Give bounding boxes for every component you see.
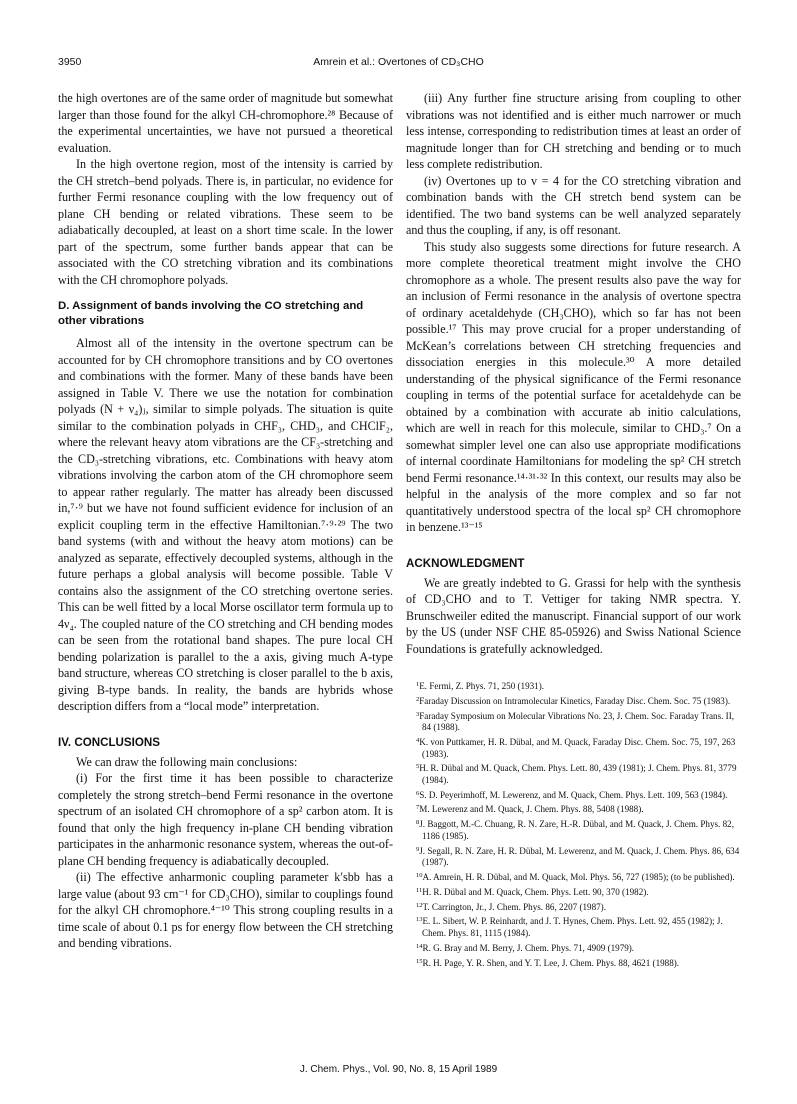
running-header	[58, 56, 739, 72]
paragraph: the high overtones are of the same order of magnitude but somewhat larger than those found for the alkyl CH-chromophore.²⁸ Because of the experimental uncertainties, we have not pursued a theoretical evaluation.	[58, 91, 393, 155]
running-title: Amrein et al.: Overtones of CD₃CHO	[313, 56, 484, 68]
paragraph: (iii) Any further fine structure arising from coupling to other vibrations was not identified and is either much narrower or much less intense, corresponding to redistribution times at least an order of magnitude longer than for CH stretching and bending or to much less complete redistribution.	[406, 91, 741, 171]
reference-item: $^{13}$E. L. Sibert, W. P. Reinhardt, and J. T. Hynes, Chem. Phys. Lett. 92, 455 (1982); J. Chem. Phys. 81, 1115 (1984).	[416, 916, 723, 938]
reference-item: $^7$M. Lewerenz and M. Quack, J. Chem. Phys. 88, 5408 (1988).	[416, 804, 644, 815]
paragraph: We can draw the following main conclusions:	[76, 754, 298, 769]
reference-item: $^6$S. D. Peyerimhoff, M. Lewerenz, and M. Quack, Chem. Phys. Lett. 109, 563 (1984).	[416, 789, 728, 800]
reference-item: $^{14}$R. G. Bray and M. Berry, J. Chem. Phys. 71, 4909 (1979).	[416, 942, 635, 953]
section-heading-acknowledgment: ACKNOWLEDGMENT	[406, 556, 525, 570]
reference-item: $^5$H. R. Dübal and M. Quack, Chem. Phys. Lett. 80, 439 (1981); J. Chem. Phys. 81, 3779 (1984).	[416, 763, 737, 785]
page-number: 3950	[58, 56, 82, 68]
reference-item: $^8$J. Baggott, M.-C. Chuang, R. N. Zare, H.-R. Dübal, and M. Quack, J. Chem. Phys. 82, 1186 (1985).	[416, 819, 734, 841]
reference-item: $^4$K. von Puttkamer, H. R. Dübal, and M. Quack, Faraday Disc. Chem. Soc. 75, 197, 263 (1983).	[416, 736, 736, 759]
paragraph: (i) For the first time it has been possible to characterize completely the strong stretch–bend Fermi resonance in the overtone spectrum of an isolated CH chromophore of a sp² carbon atom. It is found that only the high frequency in-plane CH bending vibration participates in the anharmonic resonance system, whereas the out-of-plane CH bending frequency is adiabatically decoupled.	[58, 771, 393, 868]
section-heading-d: D. Assignment of bands involving the CO stretching and other vibrations	[58, 300, 364, 327]
reference-item: $^2$Faraday Discussion on Intramolecular Kinetics, Faraday Disc. Chem. Soc. 75 (1983).	[416, 695, 731, 706]
reference-item: $^{10}$A. Amrein, H. R. Dübal, and M. Quack, Mol. Phys. 56, 727 (1985); (to be published).	[416, 872, 735, 882]
reference-item: $^3$Faraday Symposium on Molecular Vibrations No. 23, J. Chem. Soc. Faraday Trans. II, 84 (1988).	[416, 710, 735, 733]
reference-item: $^1$E. Fermi, Z. Phys. 71, 250 (1931).	[416, 681, 545, 691]
right-column	[406, 90, 741, 970]
paragraph: This study also suggests some directions for future research. A more complete theoretical treatment might involve the CHO chromophore as a whole. The present results also pave the way for an inclusion of Fermi resonance in the analysis of overtone spectra of ordinary acetaldehyde (CH₃CHO), which so far has not been possible.¹⁷ This may prove crucial for a proper understanding of McKean’s correlations between CH stretching frequencies and dissociation energies in this molecule.³⁰ A more detailed understanding of the physical significance of the Fermi resonance coupling in terms of the potential surface for acetaldehyde can be obtained by a combination with accurate ab initio calculations, which are well in reach for this molecule, similar to CHD₃.⁷ On a somewhat simpler level one can also use appropriate modifications of internal coordinate Hamiltonians for modeling the sp² CH stretch bend Fermi resonance.¹⁴·³¹·³² In this context, our results may also be helpful in the analysis of the more complex and so far not quantitatively understood spectra of the local sp² CH chromophore in benzene.¹³⁻¹⁵	[406, 239, 741, 534]
reference-item: $^9$J. Segall, R. N. Zare, H. R. Dübal, M. Lewerenz, and M. Quack, J. Chem. Phys. 86, 634 (1987).	[416, 845, 740, 868]
reference-item: $^{12}$T. Carrington, Jr., J. Chem. Phys. 86, 2207 (1987).	[416, 901, 606, 912]
reference-item: $^{11}$H. R. Dübal and M. Quack, Chem. Phys. Lett. 90, 370 (1982).	[416, 886, 649, 897]
reference-item: $^{15}$R. H. Page, Y. R. Shen, and Y. T. Lee, J. Chem. Phys. 88, 4621 (1988).	[416, 957, 680, 968]
paragraph: Almost all of the intensity in the overtone spectrum can be accounted for by CH chromophore transitions and by CO overtones and combinations with the former. Many of these bands have been assigned in Table V. There we use the notation for combination polyads (N + ν₄)ⱼ, similar to simple polyads. The situation is quite similar to the combination polyads in CHF₃, CHD₃, and CHClF₂, where the relevant heavy atom vibrations are the CF₃-stretching and the CD₃-stretching vibrations, etc. Combinations with heavy atom vibrations involving the carbon atom of the CH chromophore seem to appear rather regularly. The matter has already been discussed in,⁷·⁹ but we have not found sufficient evidence for inclusion of an explicit coupling term in the effective Hamiltonian.⁷·⁹·²⁹ The two band systems (with and without the heavy atom motions) can be analyzed as separate, effectively decoupled systems, although in the future perhaps a global analysis will become possible. Table V contains also the assignment of the CO stretching overtone series. This can be well fitted by a local Morse oscillator term formula up to 4ν₄. The coupled nature of the CO stretching and CH bending modes can be seen from the rotational band shapes. The pure local CH bending polarization is parallel to the a axis, giving much A-type band structure, whereas CO stretching is closer parallel to the b axis, giving B-type bands. In reality, the bands are hybrids whose description differs from a “local mode” interpretation.	[58, 336, 393, 713]
paragraph: (ii) The effective anharmonic coupling parameter k′sbb has a large value (about 93 cm⁻¹ for CD₃CHO), similar to couplings found for the alkyl CH chromophore.⁴⁻¹⁰ This strong coupling results in a time scale of about 0.1 ps for energy flow between the CH stretching and bending vibrations.	[58, 870, 393, 950]
journal-footer: J. Chem. Phys., Vol. 90, No. 8, 15 April 1989	[299, 1064, 498, 1075]
left-column	[58, 90, 393, 952]
paragraph: In the high overtone region, most of the intensity is carried by the CH stretch–bend polyads. There is, in particular, no evidence for further Fermi resonance coupling with the low frequency out of plane CH bending or related vibrations. These seem to be adiabatically decoupled, at least on a short time scale. In the lower part of the spectrum, some further bands appear that can be associated with the CO stretching vibration and its combinations with the CH chromophore polyads.	[58, 157, 393, 287]
paragraph: (iv) Overtones up to v = 4 for the CO stretching vibration and combination bands with the CH stretch bend system can be identified. The two band systems can be well analyzed separately and thus the coupling, if any, is off resonant.	[406, 173, 741, 237]
paragraph: We are greatly indebted to G. Grassi for help with the synthesis of CD₃CHO and to T. Vettiger for taking NMR spectra. Y. Brunschweiler edited the manuscript. Financial support of our work by the US (under NSF CHE 85-05926) and Swiss National Science Foundations is gratefully acknowledged.	[406, 575, 741, 656]
section-heading-conclusions: IV. CONCLUSIONS	[58, 735, 160, 749]
reference-list	[406, 679, 741, 969]
